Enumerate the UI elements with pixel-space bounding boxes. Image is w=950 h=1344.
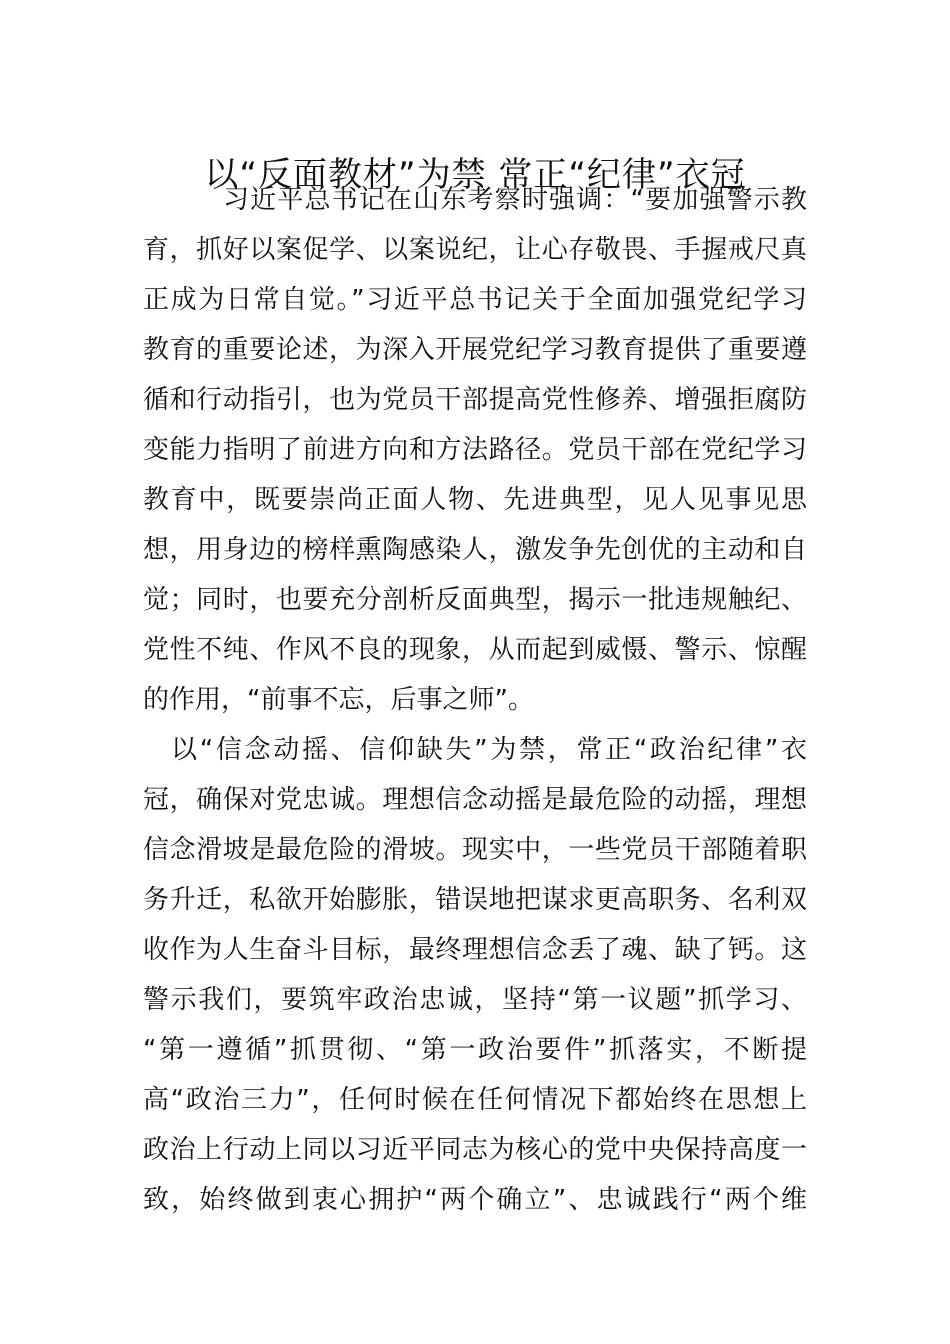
text-line: 信念滑坡是最危险的滑坡。现实中，一些党员干部随着职 bbox=[143, 835, 807, 865]
text-line: 变能力指明了前进方向和方法路径。党员干部在党纪学习 bbox=[143, 435, 807, 465]
text-line: “第一遵循”抓贯彻、“第一政治要件”抓落实，不断提 bbox=[143, 1035, 807, 1065]
text-line: 习近平总书记在山东考察时强调：“要加强警示教 bbox=[223, 185, 807, 215]
text-line: 觉；同时，也要充分剖析反面典型，揭示一批违规触纪、 bbox=[143, 585, 807, 615]
text-line: 正成为日常自觉。”习近平总书记关于全面加强党纪学习 bbox=[143, 285, 807, 315]
text-line: 警示我们，要筑牢政治忠诚，坚持“第一议题”抓学习、 bbox=[143, 985, 807, 1015]
text-line: 高“政治三力”，任何时候在任何情况下都始终在思想上 bbox=[143, 1085, 807, 1115]
text-line: 育，抓好以案促学、以案说纪，让心存敬畏、手握戒尺真 bbox=[143, 235, 807, 265]
paragraph-1 bbox=[143, 175, 807, 725]
document-body bbox=[143, 175, 807, 1225]
text-line: 循和行动指引，也为党员干部提高党性修养、增强拒腐防 bbox=[143, 385, 807, 415]
text-line: 党性不纯、作风不良的现象，从而起到威慑、警示、惊醒 bbox=[143, 635, 807, 665]
document-title: 以“反面教材”为禁 常正“纪律”衣冠 bbox=[204, 154, 746, 195]
text-line: 教育的重要论述，为深入开展党纪学习教育提供了重要遵 bbox=[143, 335, 807, 365]
text-line: 想，用身边的榜样熏陶感染人，激发争先创优的主动和自 bbox=[143, 535, 807, 565]
text-line: 务升迁，私欲开始膨胀，错误地把谋求更高职务、名利双 bbox=[143, 885, 807, 915]
text-line: 政治上行动上同以习近平同志为核心的党中央保持高度一 bbox=[143, 1135, 807, 1165]
text-line: 收作为人生奋斗目标，最终理想信念丢了魂、缺了钙。这 bbox=[143, 935, 807, 965]
text-line: 教育中，既要崇尚正面人物、先进典型，见人见事见思 bbox=[143, 485, 807, 515]
text-line: 致，始终做到衷心拥护“两个确立”、忠诚践行“两个维 bbox=[143, 1185, 807, 1215]
text-line: 的作用，“前事不忘，后事之师”。 bbox=[143, 685, 534, 715]
text-line: 以“信念动摇、信仰缺失”为禁，常正“政治纪律”衣 bbox=[171, 735, 807, 765]
paragraph-2 bbox=[143, 725, 807, 1225]
text-line: 冠，确保对党忠诚。理想信念动摇是最危险的动摇，理想 bbox=[143, 785, 807, 815]
